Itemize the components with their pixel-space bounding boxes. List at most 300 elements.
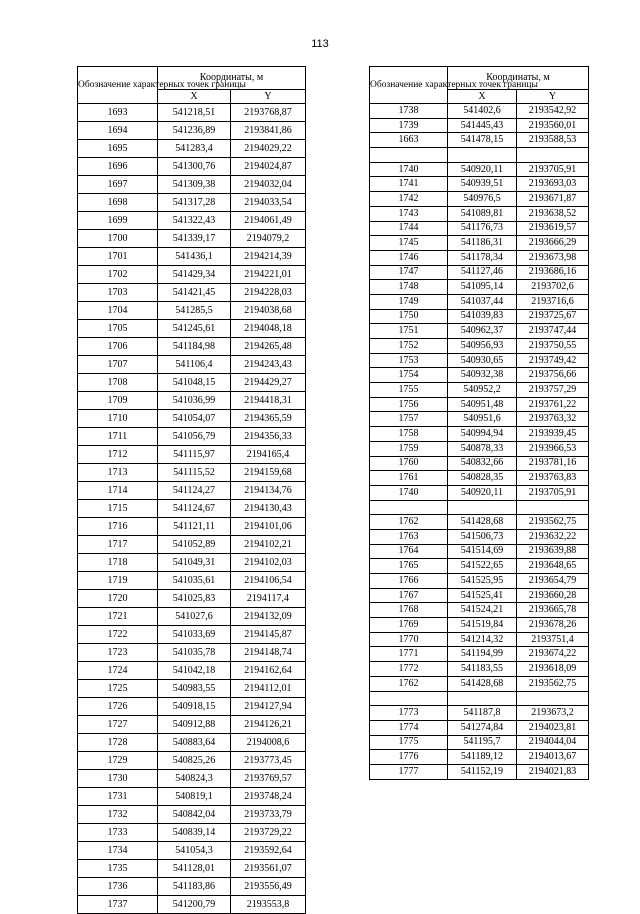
x-coordinate-cell: 541049,31 [158, 554, 231, 572]
x-coordinate-cell: 540951,48 [448, 397, 517, 412]
y-coordinate-cell: 2193716,6 [517, 294, 589, 309]
x-coordinate-cell: 541183,86 [158, 878, 231, 896]
point-number-cell: 1761 [370, 471, 448, 486]
table-row [370, 236, 589, 251]
x-coordinate-cell: 541095,14 [448, 280, 517, 295]
table-row [370, 647, 589, 662]
table-row [370, 265, 589, 280]
table-row [370, 221, 589, 236]
y-coordinate-cell: 2194134,76 [231, 482, 306, 500]
table-row [78, 680, 306, 698]
point-number-cell: 1731 [78, 788, 158, 806]
point-number-cell: 1718 [78, 554, 158, 572]
x-coordinate-cell: 541402,6 [448, 104, 517, 119]
table-row [370, 383, 589, 398]
point-number-cell: 1730 [78, 770, 158, 788]
table-row [370, 471, 589, 486]
left-table-body [78, 104, 306, 914]
table-row [370, 515, 589, 530]
y-coordinate-cell: 2194033,54 [231, 194, 306, 212]
point-number-cell: 1715 [78, 500, 158, 518]
y-coordinate-cell: 2193632,22 [517, 529, 589, 544]
x-coordinate-cell: 541152,19 [448, 764, 517, 779]
point-number-cell: 1760 [370, 456, 448, 471]
point-number-cell: 1714 [78, 482, 158, 500]
table-row [370, 559, 589, 574]
point-number-cell: 1775 [370, 735, 448, 750]
table-row [370, 544, 589, 559]
table-row [370, 353, 589, 368]
table-row [78, 572, 306, 590]
y-coordinate-cell: 2193561,07 [231, 860, 306, 878]
point-number-cell: 1740 [370, 162, 448, 177]
table-row [370, 691, 589, 706]
table-row [370, 603, 589, 618]
x-coordinate-cell: 541124,67 [158, 500, 231, 518]
table-row [78, 158, 306, 176]
y-coordinate-cell: 2193733,79 [231, 806, 306, 824]
point-number-cell: 1703 [78, 284, 158, 302]
y-coordinate-cell [517, 148, 589, 163]
point-number-cell: 1721 [78, 608, 158, 626]
x-coordinate-cell: 540824,3 [158, 770, 231, 788]
table-row [370, 676, 589, 691]
point-number-cell: 1748 [370, 280, 448, 295]
table-row [78, 212, 306, 230]
point-number-cell: 1706 [78, 338, 158, 356]
x-coordinate-cell: 541039,83 [448, 309, 517, 324]
point-number-cell: 1744 [370, 221, 448, 236]
point-number-cell: 1752 [370, 339, 448, 354]
point-number-cell: 1765 [370, 559, 448, 574]
x-coordinate-cell: 541522,65 [448, 559, 517, 574]
x-coordinate-cell: 541054,3 [158, 842, 231, 860]
point-number-cell [370, 148, 448, 163]
y-coordinate-cell: 2193841,86 [231, 122, 306, 140]
table-row [78, 284, 306, 302]
x-coordinate-cell: 540994,94 [448, 427, 517, 442]
point-number-cell: 1742 [370, 192, 448, 207]
table-row [78, 626, 306, 644]
y-coordinate-cell: 2193763,32 [517, 412, 589, 427]
table-row [370, 294, 589, 309]
table-row [78, 194, 306, 212]
y-coordinate-cell: 2194127,94 [231, 698, 306, 716]
y-coordinate-cell: 2194029,22 [231, 140, 306, 158]
point-number-cell: 1741 [370, 177, 448, 192]
y-coordinate-cell: 2193673,98 [517, 250, 589, 265]
table-row [78, 392, 306, 410]
table-row [78, 410, 306, 428]
point-number-cell: 1772 [370, 662, 448, 677]
x-coordinate-cell: 541445,43 [448, 118, 517, 133]
coordinates-header: Координаты, м [158, 67, 306, 90]
table-row [78, 356, 306, 374]
x-coordinate-cell: 540962,37 [448, 324, 517, 339]
x-coordinate-cell: 540819,1 [158, 788, 231, 806]
y-coordinate-cell: 2193757,29 [517, 383, 589, 398]
y-coordinate-cell: 2193588,53 [517, 133, 589, 148]
x-coordinate-cell: 541048,15 [158, 374, 231, 392]
table-row [78, 122, 306, 140]
point-number-cell: 1743 [370, 206, 448, 221]
point-number-cell: 1711 [78, 428, 158, 446]
table-row [370, 441, 589, 456]
point-number-cell: 1776 [370, 750, 448, 765]
point-number-cell: 1698 [78, 194, 158, 212]
table-row [78, 374, 306, 392]
table-row [78, 428, 306, 446]
point-number-cell: 1710 [78, 410, 158, 428]
table-row [370, 192, 589, 207]
x-coordinate-cell: 541089,81 [448, 206, 517, 221]
x-coordinate-cell: 541042,18 [158, 662, 231, 680]
y-coordinate-cell: 2193671,87 [517, 192, 589, 207]
y-coordinate-cell: 2193756,66 [517, 368, 589, 383]
x-coordinate-cell: 541036,99 [158, 392, 231, 410]
coordinates-table-left [77, 66, 306, 914]
point-number-cell: 1726 [78, 698, 158, 716]
x-coordinate-cell: 541025,83 [158, 590, 231, 608]
y-coordinate-cell: 2194048,18 [231, 320, 306, 338]
y-coordinate-cell: 2193673,2 [517, 706, 589, 721]
table-row [78, 806, 306, 824]
x-header: X [158, 90, 231, 104]
y-coordinate-cell: 2194130,43 [231, 500, 306, 518]
point-number-cell: 1696 [78, 158, 158, 176]
point-number-cell: 1755 [370, 383, 448, 398]
right-table-body [370, 104, 589, 780]
table-row [78, 518, 306, 536]
x-coordinate-cell: 541322,43 [158, 212, 231, 230]
x-coordinate-cell: 541525,41 [448, 588, 517, 603]
x-coordinate-cell: 541436,1 [158, 248, 231, 266]
table-row [370, 574, 589, 589]
point-number-cell: 1735 [78, 860, 158, 878]
y-coordinate-cell: 2194008,6 [231, 734, 306, 752]
point-number-cell: 1773 [370, 706, 448, 721]
y-coordinate-cell: 2194102,03 [231, 554, 306, 572]
x-coordinate-cell: 540976,5 [448, 192, 517, 207]
table-row [370, 339, 589, 354]
point-number-cell: 1708 [78, 374, 158, 392]
table-row [370, 485, 589, 500]
point-number-cell: 1758 [370, 427, 448, 442]
y-coordinate-cell: 2193562,75 [517, 676, 589, 691]
y-coordinate-cell: 2193678,26 [517, 618, 589, 633]
point-number-cell: 1727 [78, 716, 158, 734]
y-coordinate-cell: 2194117,4 [231, 590, 306, 608]
table-row [370, 632, 589, 647]
table-row [370, 735, 589, 750]
point-number-cell: 1724 [78, 662, 158, 680]
table-row [78, 860, 306, 878]
point-number-cell [370, 500, 448, 515]
point-number-cell: 1705 [78, 320, 158, 338]
table-row [370, 368, 589, 383]
table-row [78, 536, 306, 554]
point-number-cell: 1704 [78, 302, 158, 320]
point-number-cell: 1768 [370, 603, 448, 618]
x-coordinate-cell: 540939,51 [448, 177, 517, 192]
designation-header: Обозначение характерных точек границы [78, 67, 158, 104]
y-coordinate-cell: 2194214,39 [231, 248, 306, 266]
y-coordinate-cell: 2193648,65 [517, 559, 589, 574]
table-row [370, 456, 589, 471]
x-coordinate-cell: 541218,51 [158, 104, 231, 122]
x-coordinate-cell: 540932,38 [448, 368, 517, 383]
y-coordinate-cell: 2193966,53 [517, 441, 589, 456]
point-number-cell: 1770 [370, 632, 448, 647]
table-row [78, 896, 306, 914]
x-coordinate-cell: 540832,66 [448, 456, 517, 471]
point-number-cell: 1728 [78, 734, 158, 752]
x-coordinate-cell: 541033,69 [158, 626, 231, 644]
y-coordinate-cell: 2193747,44 [517, 324, 589, 339]
x-coordinate-cell: 541035,78 [158, 644, 231, 662]
y-coordinate-cell: 2194126,21 [231, 716, 306, 734]
y-coordinate-cell: 2194356,33 [231, 428, 306, 446]
point-number-cell: 1709 [78, 392, 158, 410]
point-number-cell: 1777 [370, 764, 448, 779]
point-number-cell: 1722 [78, 626, 158, 644]
point-number-cell: 1733 [78, 824, 158, 842]
table-row [370, 662, 589, 677]
x-coordinate-cell: 541037,44 [448, 294, 517, 309]
table-row [78, 608, 306, 626]
y-coordinate-cell: 2193638,52 [517, 206, 589, 221]
x-coordinate-cell: 541519,84 [448, 618, 517, 633]
x-coordinate-cell: 540825,26 [158, 752, 231, 770]
y-coordinate-cell: 2193556,49 [231, 878, 306, 896]
table-row [370, 148, 589, 163]
y-coordinate-cell [517, 691, 589, 706]
x-coordinate-cell: 541184,98 [158, 338, 231, 356]
point-number-cell: 1762 [370, 515, 448, 530]
coordinates-header: Координаты, м [448, 67, 589, 90]
x-coordinate-cell: 541428,68 [448, 515, 517, 530]
table-row [370, 500, 589, 515]
x-coordinate-cell [448, 691, 517, 706]
x-coordinate-cell: 541176,73 [448, 221, 517, 236]
y-coordinate-cell: 2193619,57 [517, 221, 589, 236]
x-coordinate-cell: 540839,14 [158, 824, 231, 842]
y-coordinate-cell: 2193666,29 [517, 236, 589, 251]
y-coordinate-cell: 2194418,31 [231, 392, 306, 410]
y-coordinate-cell: 2193769,57 [231, 770, 306, 788]
y-coordinate-cell: 2193705,91 [517, 485, 589, 500]
point-number-cell: 1771 [370, 647, 448, 662]
table-row [370, 162, 589, 177]
x-coordinate-cell: 540952,2 [448, 383, 517, 398]
table-row [78, 248, 306, 266]
table-row [370, 529, 589, 544]
table-row [370, 720, 589, 735]
table-row [78, 320, 306, 338]
table-row [78, 104, 306, 122]
y-coordinate-cell: 2194101,06 [231, 518, 306, 536]
point-number-cell: 1747 [370, 265, 448, 280]
table-row [78, 662, 306, 680]
point-number-cell: 1729 [78, 752, 158, 770]
y-coordinate-cell: 2194265,48 [231, 338, 306, 356]
point-number-cell: 1745 [370, 236, 448, 251]
point-number-cell: 1694 [78, 122, 158, 140]
y-coordinate-cell: 2193781,16 [517, 456, 589, 471]
y-coordinate-cell: 2193560,01 [517, 118, 589, 133]
point-number-cell: 1750 [370, 309, 448, 324]
point-number-cell: 1766 [370, 574, 448, 589]
table-row [78, 590, 306, 608]
x-coordinate-cell: 540918,15 [158, 698, 231, 716]
y-coordinate-cell: 2194102,21 [231, 536, 306, 554]
x-coordinate-cell: 541035,61 [158, 572, 231, 590]
x-coordinate-cell: 541524,21 [448, 603, 517, 618]
point-number-cell: 1713 [78, 464, 158, 482]
x-coordinate-cell: 541283,4 [158, 140, 231, 158]
table-row [370, 412, 589, 427]
y-coordinate-cell: 2194021,83 [517, 764, 589, 779]
point-number-cell: 1769 [370, 618, 448, 633]
y-coordinate-cell: 2193702,6 [517, 280, 589, 295]
y-coordinate-cell: 2194038,68 [231, 302, 306, 320]
point-number-cell [370, 691, 448, 706]
point-number-cell: 1749 [370, 294, 448, 309]
x-coordinate-cell: 541214,32 [448, 632, 517, 647]
y-coordinate-cell: 2194112,01 [231, 680, 306, 698]
y-coordinate-cell: 2194032,04 [231, 176, 306, 194]
x-coordinate-cell: 541506,73 [448, 529, 517, 544]
x-coordinate-cell: 540930,65 [448, 353, 517, 368]
y-header: Y [231, 90, 306, 104]
point-number-cell: 1663 [370, 133, 448, 148]
x-coordinate-cell: 540842,04 [158, 806, 231, 824]
table-row [370, 324, 589, 339]
point-number-cell: 1725 [78, 680, 158, 698]
point-number-cell: 1738 [370, 104, 448, 119]
point-number-cell: 1763 [370, 529, 448, 544]
x-coordinate-cell: 541309,38 [158, 176, 231, 194]
x-coordinate-cell: 541115,52 [158, 464, 231, 482]
table-row [370, 280, 589, 295]
y-coordinate-cell: 2194243,43 [231, 356, 306, 374]
table-row [78, 770, 306, 788]
y-coordinate-cell: 2194013,67 [517, 750, 589, 765]
x-coordinate-cell: 541236,89 [158, 122, 231, 140]
table-row [370, 104, 589, 119]
x-coordinate-cell [448, 148, 517, 163]
table-row [78, 878, 306, 896]
table-row [370, 118, 589, 133]
designation-header: Обозначение характерных точек границы [370, 67, 448, 104]
x-coordinate-cell: 541054,07 [158, 410, 231, 428]
y-coordinate-cell: 2193773,45 [231, 752, 306, 770]
point-number-cell: 1693 [78, 104, 158, 122]
x-coordinate-cell: 540983,55 [158, 680, 231, 698]
table-row [78, 230, 306, 248]
x-coordinate-cell: 541274,84 [448, 720, 517, 735]
x-coordinate-cell: 540828,35 [448, 471, 517, 486]
y-coordinate-cell: 2194044,04 [517, 735, 589, 750]
y-coordinate-cell: 2194165,4 [231, 446, 306, 464]
y-coordinate-cell: 2193768,87 [231, 104, 306, 122]
point-number-cell: 1737 [78, 896, 158, 914]
y-coordinate-cell: 2194159,68 [231, 464, 306, 482]
y-coordinate-cell: 2193729,22 [231, 824, 306, 842]
y-coordinate-cell: 2193725,67 [517, 309, 589, 324]
x-coordinate-cell: 541183,55 [448, 662, 517, 677]
x-coordinate-cell [448, 500, 517, 515]
y-header: Y [517, 90, 589, 104]
table-row [370, 397, 589, 412]
x-coordinate-cell: 541195,7 [448, 735, 517, 750]
x-coordinate-cell: 541429,34 [158, 266, 231, 284]
table-row [78, 446, 306, 464]
y-coordinate-cell: 2193542,92 [517, 104, 589, 119]
x-coordinate-cell: 540920,11 [448, 485, 517, 500]
table-row [78, 302, 306, 320]
y-coordinate-cell [517, 500, 589, 515]
table-row [78, 176, 306, 194]
table-row [370, 133, 589, 148]
y-coordinate-cell: 2193660,28 [517, 588, 589, 603]
x-coordinate-cell: 541186,31 [448, 236, 517, 251]
point-number-cell: 1712 [78, 446, 158, 464]
y-coordinate-cell: 2193562,75 [517, 515, 589, 530]
table-row [370, 309, 589, 324]
table-row [78, 752, 306, 770]
x-coordinate-cell: 541128,01 [158, 860, 231, 878]
x-coordinate-cell: 540912,88 [158, 716, 231, 734]
y-coordinate-cell: 2193665,78 [517, 603, 589, 618]
y-coordinate-cell: 2194221,01 [231, 266, 306, 284]
x-coordinate-cell: 541200,79 [158, 896, 231, 914]
point-number-cell: 1764 [370, 544, 448, 559]
y-coordinate-cell: 2194079,2 [231, 230, 306, 248]
table-row [78, 842, 306, 860]
table-row [78, 482, 306, 500]
point-number-cell: 1716 [78, 518, 158, 536]
x-coordinate-cell: 541194,99 [448, 647, 517, 662]
y-coordinate-cell: 2193553,8 [231, 896, 306, 914]
table-row [370, 618, 589, 633]
point-number-cell: 1702 [78, 266, 158, 284]
table-row [78, 140, 306, 158]
point-number-cell: 1759 [370, 441, 448, 456]
x-coordinate-cell: 541428,68 [448, 676, 517, 691]
point-number-cell: 1707 [78, 356, 158, 374]
y-coordinate-cell: 2194228,03 [231, 284, 306, 302]
y-coordinate-cell: 2193749,42 [517, 353, 589, 368]
y-coordinate-cell: 2193750,55 [517, 339, 589, 354]
table-row [370, 764, 589, 779]
y-coordinate-cell: 2193763,83 [517, 471, 589, 486]
x-coordinate-cell: 541056,79 [158, 428, 231, 446]
table-row [78, 788, 306, 806]
y-coordinate-cell: 2193618,09 [517, 662, 589, 677]
x-coordinate-cell: 541178,34 [448, 250, 517, 265]
point-number-cell: 1697 [78, 176, 158, 194]
point-number-cell: 1774 [370, 720, 448, 735]
table-row [370, 750, 589, 765]
y-coordinate-cell: 2194365,59 [231, 410, 306, 428]
x-coordinate-cell: 541285,5 [158, 302, 231, 320]
page-number: 113 [311, 38, 329, 50]
point-number-cell: 1753 [370, 353, 448, 368]
y-coordinate-cell: 2194145,87 [231, 626, 306, 644]
x-coordinate-cell: 541115,97 [158, 446, 231, 464]
point-number-cell: 1739 [370, 118, 448, 133]
